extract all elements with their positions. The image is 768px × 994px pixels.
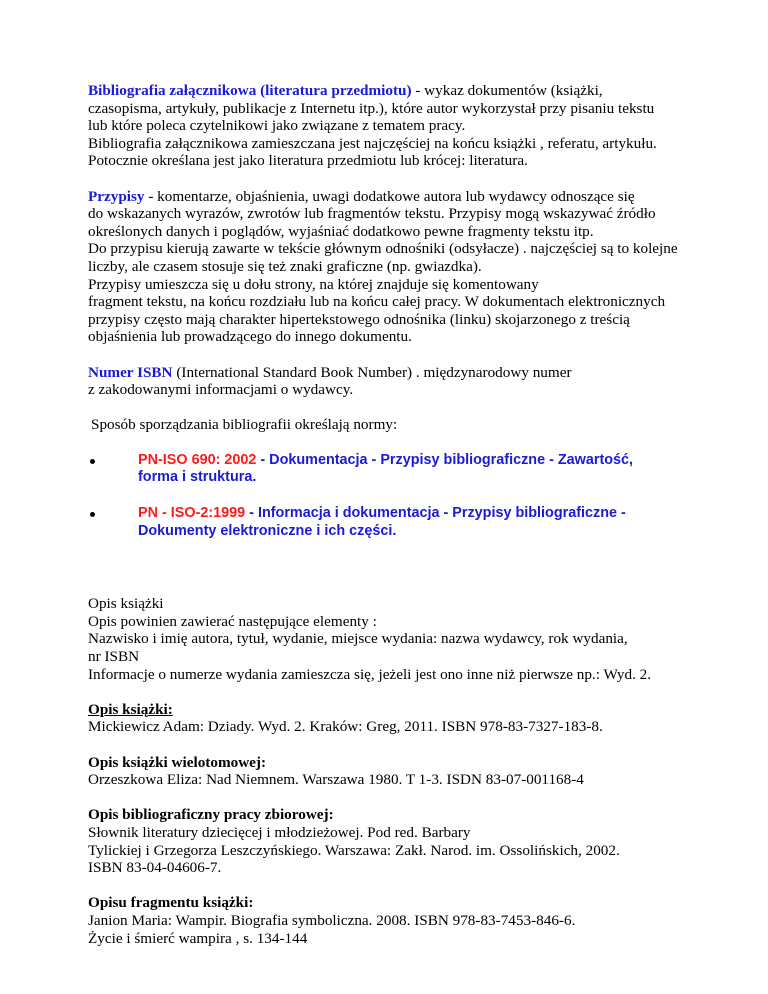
footnotes-line-7: fragment tekstu, na końcu rozdziału lub na końcu całej pracy. W dokumentach elektronicznych xyxy=(88,293,666,311)
example-book xyxy=(88,701,728,736)
example-line: Janion Maria: Wampir. Biografia symboliczna. 2008. ISBN 978-83-7453-846-6. xyxy=(88,911,576,929)
isbn-line-1: Numer ISBN (International Standard Book Number) . międzynarodowy numer xyxy=(88,363,572,381)
footnotes-line-1: Przypisy - komentarze, objaśnienia, uwagi dodatkowe autora lub wydawcy odnoszące się xyxy=(88,187,635,205)
example-heading: Opis książki: xyxy=(88,700,173,718)
isbn-term: Numer ISBN xyxy=(88,363,173,381)
example-line: ISBN 83-04-04606-7. xyxy=(88,859,222,877)
book-desc-line-2: Opis powinien zawierać następujące elementy : xyxy=(88,612,377,630)
example-line: Życie i śmierć wampira , s. 134-144 xyxy=(88,929,308,947)
footnotes-term: Przypisy xyxy=(88,187,145,205)
example-heading: Opis bibliograficzny pracy zbiorowej: xyxy=(88,806,334,824)
book-desc-line-1: Opis książki xyxy=(88,595,164,613)
footnotes-line-4: Do przypisu kierują zawarte w tekście głównym odnośniki (odsyłacze) . najczęściej są to kolejne xyxy=(88,240,678,258)
norm-title: - Dokumentacja - Przypisy bibliograficzne - Zawartość, xyxy=(256,451,634,468)
book-desc-line-4: nr ISBN xyxy=(88,648,140,666)
footnotes-section xyxy=(88,188,728,346)
document-page xyxy=(88,82,728,965)
bullet-icon xyxy=(90,459,95,464)
norm-item-1 xyxy=(88,452,728,487)
example-collective-work xyxy=(88,806,728,876)
bibliography-line-4: Bibliografia załącznikowa zamieszczana jest najczęściej na końcu książki , referatu, artykułu. xyxy=(88,134,657,152)
footnotes-line-2: do wskazanych wyrazów, zwrotów lub fragmentów tekstu. Przypisy mogą wskazywać źródło xyxy=(88,205,656,223)
footnotes-line-6: Przypisy umieszcza się u dołu strony, na której znajduje się komentowany xyxy=(88,275,539,293)
example-line: Orzeszkowa Eliza: Nad Niemnem. Warszawa 1980. T 1-3. ISDN 83-07-001168-4 xyxy=(88,771,584,789)
example-book-fragment xyxy=(88,894,728,947)
norm-standard: PN - ISO-2:1999 xyxy=(138,505,246,522)
book-desc-line-5: Informacje o numerze wydania zamieszcza się, jeżeli jest ono inne niż pierwsze np.: Wyd. 2. xyxy=(88,665,652,683)
bibliography-line-3: lub które poleca czytelnikowi jako związane z tematem pracy. xyxy=(88,117,466,135)
norm-standard: PN-ISO 690: 2002 xyxy=(138,451,257,468)
bullet-icon xyxy=(90,512,95,517)
norm-item-2 xyxy=(88,505,728,540)
bibliography-line-1: Bibliografia załącznikowa (literatura przedmiotu) - wykaz dokumentów (książki, xyxy=(88,82,603,99)
norm-title: - Informacja i dokumentacja - Przypisy bibliograficzne - xyxy=(245,505,626,522)
norms-intro: Sposób sporządzania bibliografii określają normy: xyxy=(91,416,398,434)
spacer xyxy=(88,558,728,595)
example-multivolume xyxy=(88,754,728,789)
example-heading: Opis książki wielotomowej: xyxy=(88,753,267,771)
bibliography-line-2: czasopisma, artykuły, publikacje z Internetu itp.), które autor wykorzystał przy pisaniu tekstu xyxy=(88,99,655,117)
bibliography-section xyxy=(88,82,728,170)
example-line: Słownik literatury dziecięcej i młodzieżowej. Pod red. Barbary xyxy=(88,823,471,841)
book-desc-line-3: Nazwisko i imię autora, tytuł, wydanie, miejsce wydania: nazwa wydawcy, rok wydania, xyxy=(88,630,628,648)
norm-title-cont: Dokumenty elektroniczne i ich części. xyxy=(138,522,397,539)
bibliography-line-5: Potocznie określana jest jako literatura przedmiotu lub krócej: literatura. xyxy=(88,152,528,170)
norms-list xyxy=(88,452,728,540)
norm-title-cont: forma i struktura. xyxy=(138,469,257,486)
isbn-line-2: z zakodowanymi informacjami o wydawcy. xyxy=(88,381,354,399)
bibliography-term: Bibliografia załącznikowa (literatura przedmiotu) xyxy=(88,82,412,99)
footnotes-line-9: objaśnienia lub prowadzącego do innego dokumentu. xyxy=(88,328,412,346)
footnotes-line-3: określonych danych i poglądów, wyjaśniać dodatkowo pewne fragmenty tekstu itp. xyxy=(88,222,594,240)
footnotes-line-5: liczby, ale czasem stosuje się też znaki graficzne (np. gwiazdka). xyxy=(88,257,482,275)
example-line: Tylickiej i Grzegorza Leszczyńskiego. Warszawa: Zakł. Narod. im. Ossolińskich, 2002. xyxy=(88,841,620,859)
footnotes-line-8: przypisy często mają charakter hipertekstowego odnośnika (linku) skojarzonego z treścią xyxy=(88,310,630,328)
isbn-section xyxy=(88,364,728,399)
example-heading: Opisu fragmentu książki: xyxy=(88,894,254,912)
book-description-section xyxy=(88,595,728,683)
example-line: Mickiewicz Adam: Dziady. Wyd. 2. Kraków: Greg, 2011. ISBN 978-83-7327-183-8. xyxy=(88,718,603,736)
